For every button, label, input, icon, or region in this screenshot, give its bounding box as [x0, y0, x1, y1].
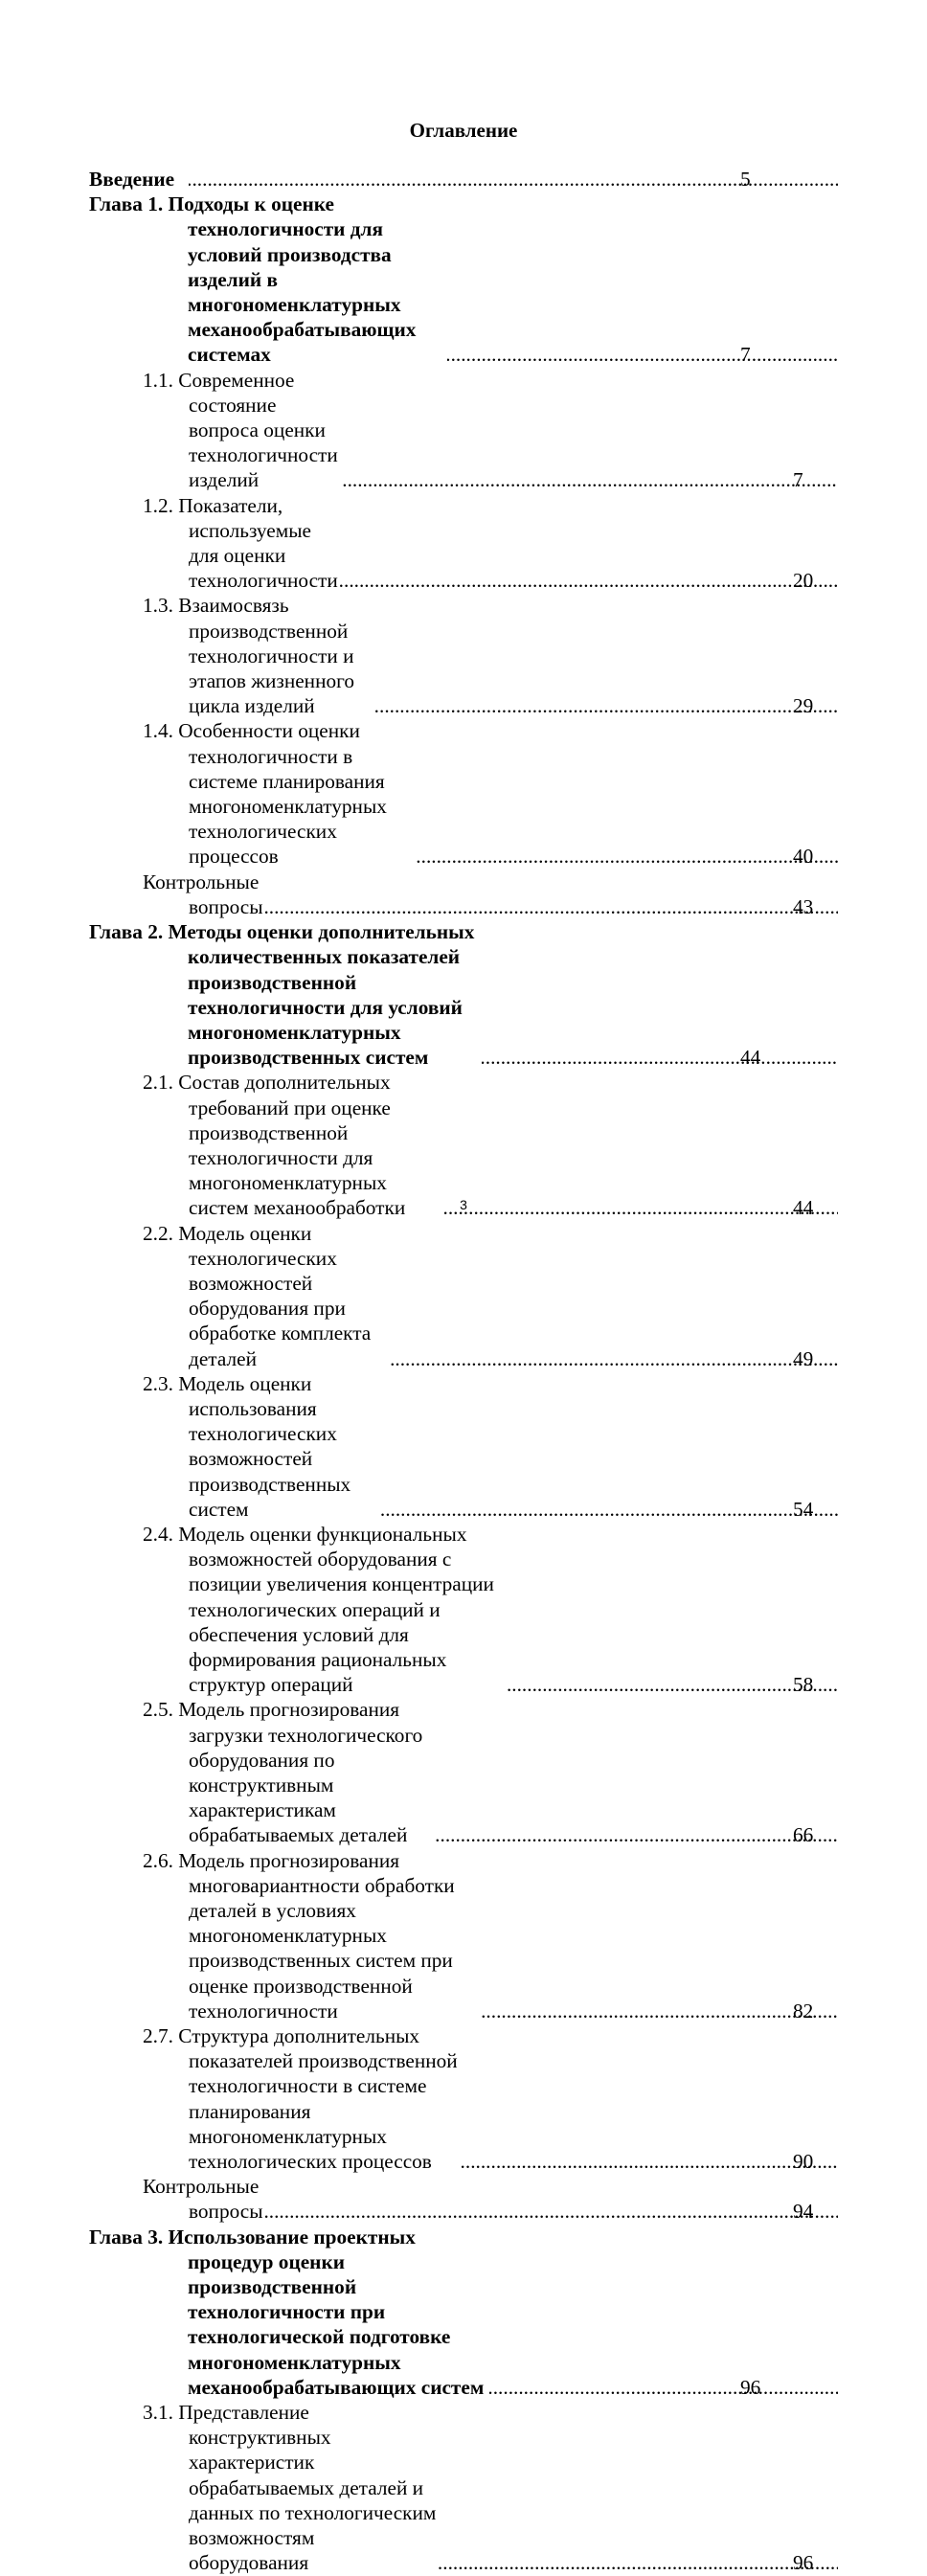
toc-leader-dots: [342, 467, 838, 492]
toc-entry-chapter-1[interactable]: Глава 1. Подходы к оценке технологичности для условий производства изделий в многономенклатурных механообрабатывающих системах ..... 7: [89, 192, 839, 367]
toc-entry-text: 1.4. Особенности оценки технологичности в системе планирования многономенклатурных технологических процессов: [143, 719, 387, 869]
toc-leader-dots: [416, 844, 838, 869]
toc-leader-dots: [390, 1346, 838, 1371]
toc-entry-review-questions-1[interactable]: Контрольные вопросы ..... 43: [89, 870, 839, 919]
toc-entry-chapter-2[interactable]: Глава 2. Методы оценки дополнительных количественных показателей производственной технологичности для условий многономенклатурных производственных систем ..... 44: [89, 919, 839, 1070]
toc-entry-section-1-2[interactable]: 1.2. Показатели, используемые для оценки технологичности ..... 20: [89, 493, 839, 594]
toc-entry-text: 1.2. Показатели, используемые для оценки технологичности: [143, 493, 338, 593]
toc-leader-dots: [438, 2550, 838, 2575]
toc-entry-chapter-3[interactable]: Глава 3. Использование проектных процедур оценки производственной технологичности при технологической подготовке многономенклатурных механообрабатывающих систем ..... 96: [89, 2225, 839, 2400]
toc-entry-section-2-1[interactable]: 2.1. Состав дополнительных требований при оценке производственной технологичности для многономенклатурных систем механообработки ..... 44: [89, 1070, 839, 1220]
table-of-contents: [89, 167, 839, 2576]
toc-entry-review-questions-2[interactable]: Контрольные вопросы ..... 94: [89, 2174, 839, 2224]
toc-leader-dots: [435, 1822, 838, 1847]
toc-leader-dots: [481, 1999, 838, 2023]
toc-leader-dots: [264, 894, 838, 919]
page-number: 3: [460, 1197, 467, 1212]
toc-entry-section-2-7[interactable]: 2.7. Структура дополнительных показателей производственной технологичности в системе планирования многономенклатурных технологических процессов ..... 90: [89, 2023, 839, 2174]
toc-entry-text: 2.7. Структура дополнительных показателей производственной технологичности в системе планирования многономенклатурных технологических процессов: [143, 2024, 458, 2174]
toc-entry-text: 1.1. Современное состояние вопроса оценки технологичности изделий: [143, 368, 338, 492]
toc-leader-dots: [339, 568, 838, 593]
toc-entry-section-1-1[interactable]: 1.1. Современное состояние вопроса оценки технологичности изделий ..... 7: [89, 368, 839, 493]
toc-entry-text: 2.6. Модель прогнозирования многовариантности обработки деталей в условиях многономенклатурных производственных систем при оценке производственной технологичности: [143, 1848, 455, 2022]
toc-leader-dots: [380, 1497, 838, 1522]
toc-entry-text: 3.1. Представление конструктивных характеристик обрабатываемых деталей и данных по технологическим возможностям оборудования: [143, 2401, 437, 2575]
toc-leader-dots: [264, 2199, 838, 2224]
toc-entry-text: Контрольные вопросы: [143, 870, 263, 918]
toc-entry-section-2-6[interactable]: 2.6. Модель прогнозирования многовариантности обработки деталей в условиях многономенклатурных производственных систем при оценке производственной технологичности ..... 82: [89, 1848, 839, 2023]
toc-leader-dots: [447, 342, 838, 367]
toc-leader-dots: [374, 693, 838, 718]
toc-leader-dots: [489, 2375, 838, 2400]
toc-leader-dots: [461, 2149, 838, 2174]
toc-entry-section-3-1[interactable]: 3.1. Представление конструктивных характеристик обрабатываемых деталей и данных по технологическим возможностям оборудования ..... 96: [89, 2400, 839, 2575]
toc-entry-section-2-2[interactable]: 2.2. Модель оценки технологических возможностей оборудования при обработке комплекта деталей ..... 49: [89, 1221, 839, 1371]
toc-entry-text: Глава 3. Использование проектных процедур оценки производственной технологичности при технологической подготовке многономенклатурных механообрабатывающих систем: [89, 2225, 485, 2399]
toc-leader-dots: [482, 1045, 838, 1070]
toc-entry-text: 2.1. Состав дополнительных требований при оценке производственной технологичности для многономенклатурных систем механообработки: [143, 1071, 406, 1220]
toc-entry-text: Контрольные вопросы: [143, 2175, 263, 2224]
toc-entry-introduction[interactable]: Введение ..... 5: [89, 167, 839, 192]
toc-entry-text: 2.2. Модель оценки технологических возможностей оборудования при обработке комплекта деталей: [143, 1221, 372, 1370]
toc-entry-text: 2.4. Модель оценки функциональных возможностей оборудования с позиции увеличения концентрации технологических операций и обеспечения условий для формирования рациональных структур операций: [143, 1522, 494, 1697]
toc-entry-section-1-4[interactable]: 1.4. Особенности оценки технологичности в системе планирования многономенклатурных технологических процессов ..... 40: [89, 718, 839, 869]
toc-entry-text: 1.3. Взаимосвязь производственной технологичности и этапов жизненного цикла изделий: [143, 594, 354, 718]
toc-entry-section-1-3[interactable]: 1.3. Взаимосвязь производственной технологичности и этапов жизненного цикла изделий ..... 29: [89, 593, 839, 718]
toc-entry-text: 2.3. Модель оценки использования технологических возможностей производственных систем: [143, 1371, 351, 1521]
toc-leader-dots: [507, 1672, 838, 1697]
toc-entry-text: 2.5. Модель прогнозирования загрузки технологического оборудования по конструктивным характеристикам обрабатываемых деталей: [143, 1698, 423, 1847]
toc-entry-text: Глава 1. Подходы к оценке технологичности для условий производства изделий в многономенклатурных механообрабатывающих системах: [89, 192, 417, 367]
toc-entry-section-2-3[interactable]: 2.3. Модель оценки использования технологических возможностей производственных систем ..... 54: [89, 1371, 839, 1522]
toc-entry-section-2-5[interactable]: 2.5. Модель прогнозирования загрузки технологического оборудования по конструктивным характеристикам обрабатываемых деталей ..... 66: [89, 1697, 839, 1847]
page-title: Оглавление: [409, 119, 518, 142]
toc-entry-text: Глава 2. Методы оценки дополнительных количественных показателей производственной технологичности для условий многономенклатурных производственных систем: [89, 920, 475, 1070]
toc-entry-section-2-4[interactable]: 2.4. Модель оценки функциональных возможностей оборудования с позиции увеличения концентрации технологических операций и обеспечения условий для формирования рациональных структур операций ..... 58: [89, 1522, 839, 1697]
